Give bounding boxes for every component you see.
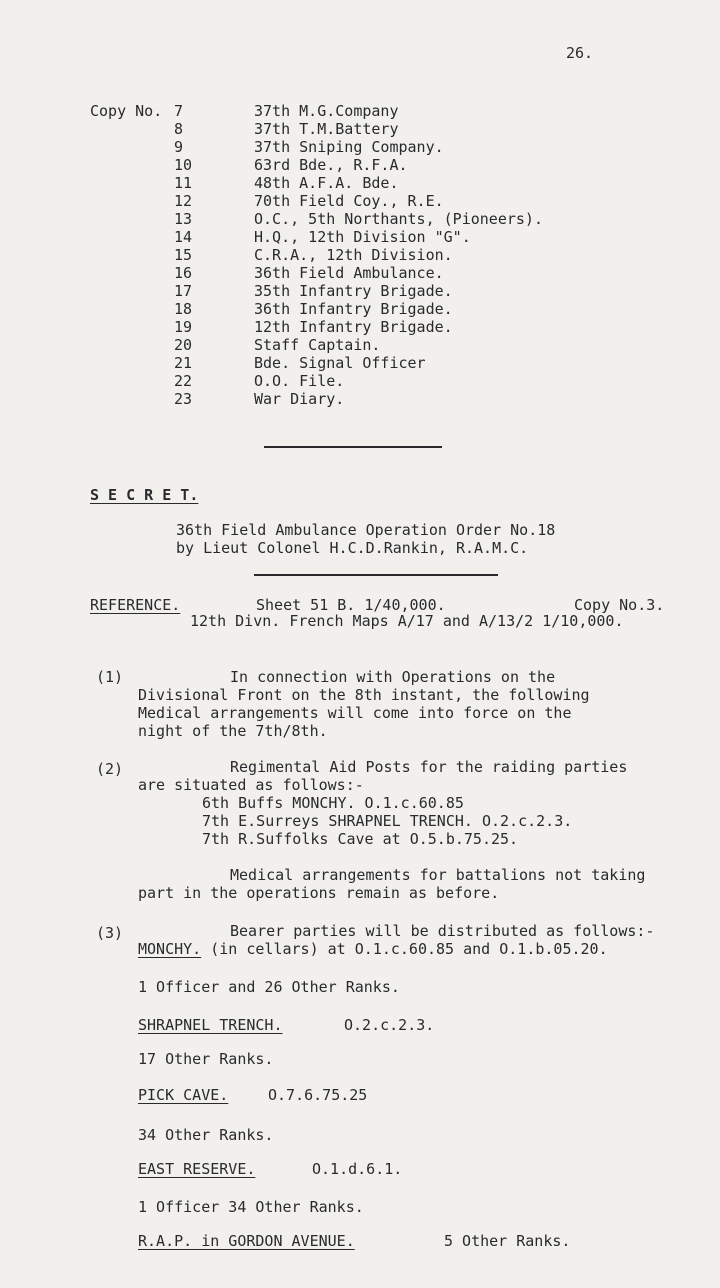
para-2-line: are situated as follows:- [138,776,364,794]
para-1-line: Divisional Front on the 8th instant, the following [138,686,590,704]
order-title-line-1: 36th Field Ambulance Operation Order No.18 [176,521,556,539]
copy-number: 20 [174,336,193,354]
pick-cave-ref: O.7.6.75.25 [268,1086,368,1104]
reference-label: REFERENCE. [90,596,181,614]
shrapnel-ref: O.2.c.2.3. [344,1016,435,1034]
copy-destination: 36th Infantry Brigade. [254,300,453,318]
copy-destination: O.O. File. [254,372,345,390]
copy-row [90,174,543,192]
copy-destination: 63rd Bde., R.F.A. [254,156,408,174]
rap-gordon-avenue-label: R.A.P. in GORDON AVENUE. [138,1232,355,1250]
copy-row [90,156,543,174]
copy-label [90,354,174,372]
copy-destination: 48th A.F.A. Bde. [254,174,399,192]
para-3-intro: Bearer parties will be distributed as follows:- [230,922,655,940]
copy-label [90,282,174,300]
copy-row [90,282,543,300]
para-2-note-line: Medical arrangements for battalions not taking [230,866,646,884]
copy-number: 11 [174,174,193,192]
reference-sheet: Sheet 51 B. 1/40,000. [256,596,446,614]
copy-label [90,318,174,336]
copy-destination: War Diary. [254,390,345,408]
aid-post-line: 7th R.Suffolks Cave at O.5.b.75.25. [202,830,519,848]
monchy-text: (in cellars) at O.1.c.60.85 and O.1.b.05.20. [201,940,608,958]
copy-number: 17 [174,282,193,300]
copy-row [90,228,543,246]
copy-label [90,372,174,390]
copy-label [90,390,174,408]
copy-row [90,372,543,390]
copy-destination: 36th Field Ambulance. [254,264,444,282]
copy-row [90,300,543,318]
copy-row [90,192,543,210]
copy-number: 13 [174,210,193,228]
reference-maps: 12th Divn. French Maps A/17 and A/13/2 1/10,000. [190,612,624,630]
copy-row [90,120,543,138]
para-2-note-line: part in the operations remain as before. [138,884,500,902]
copy-label [90,228,174,246]
pick-cave-ranks: 34 Other Ranks. [138,1126,274,1144]
copy-label [90,192,174,210]
copy-number: 9 [174,138,184,156]
monchy-line [138,940,608,958]
para-1-line: Medical arrangements will come into force on the [138,704,572,722]
copy-row [90,318,543,336]
east-reserve-label: EAST RESERVE. [138,1160,256,1178]
page-number: 26. [566,44,594,62]
east-reserve-ranks: 1 Officer 34 Other Ranks. [138,1198,364,1216]
monchy-ranks: 1 Officer and 26 Other Ranks. [138,978,400,996]
copy-label [90,336,174,354]
pick-cave-label: PICK CAVE. [138,1086,229,1104]
copy-row [90,246,543,264]
copy-destination: 70th Field Coy., R.E. [254,192,444,210]
copy-destination: H.Q., 12th Division "G". [254,228,471,246]
divider-rule [264,446,442,448]
copy-label [90,156,174,174]
copy-row [90,336,543,354]
copy-number: 12 [174,192,193,210]
copy-label [90,174,174,192]
copy-number: 15 [174,246,193,264]
copy-label [90,300,174,318]
copy-row [90,390,543,408]
copy-row [90,210,543,228]
monchy-label: MONCHY. [138,940,202,958]
para-1-line: In connection with Operations on the [230,668,556,686]
shrapnel-label: SHRAPNEL TRENCH. [138,1016,283,1034]
para-1-number: (1) [96,668,124,686]
copy-label [90,138,174,156]
copy-destination: 37th Sniping Company. [254,138,444,156]
copy-label: Copy No. [90,102,163,120]
copy-destination: Staff Captain. [254,336,381,354]
copy-row [90,138,543,156]
copy-destination: 35th Infantry Brigade. [254,282,453,300]
copy-destination: 37th M.G.Company [254,102,399,120]
copy-label [90,120,174,138]
copy-label [90,246,174,264]
east-reserve-ref: O.1.d.6.1. [312,1160,403,1178]
copy-label [90,210,174,228]
aid-post-line: 7th E.Surreys SHRAPNEL TRENCH. O.2.c.2.3. [202,812,573,830]
copy-number: 10 [174,156,193,174]
para-2-number: (2) [96,760,124,778]
rap-gordon-avenue-ranks: 5 Other Ranks. [444,1232,571,1250]
para-1-line: night of the 7th/8th. [138,722,328,740]
copy-destination: Bde. Signal Officer [254,354,426,372]
aid-post-line: 6th Buffs MONCHY. O.1.c.60.85 [202,794,464,812]
copy-number: 19 [174,318,193,336]
copy-number: 21 [174,354,193,372]
copy-number: 18 [174,300,193,318]
copy-destination: 37th T.M.Battery [254,120,399,138]
para-2-line: Regimental Aid Posts for the raiding parties [230,758,628,776]
copy-number: 7 [174,102,184,120]
copy-row [90,354,543,372]
secret-heading: S E C R E T. [90,486,199,504]
copy-number: 8 [174,120,184,138]
copy-destination: O.C., 5th Northants, (Pioneers). [254,210,543,228]
reference-copy: Copy No.3. [574,596,665,614]
copy-destination: 12th Infantry Brigade. [254,318,453,336]
copy-number: 16 [174,264,193,282]
copy-number: 22 [174,372,193,390]
para-3-number: (3) [96,924,124,942]
copy-row [90,102,543,120]
copy-label [90,264,174,282]
order-title-line-2: by Lieut Colonel H.C.D.Rankin, R.A.M.C. [176,539,529,557]
shrapnel-ranks: 17 Other Ranks. [138,1050,274,1068]
copy-number: 23 [174,390,193,408]
copy-destination: C.R.A., 12th Division. [254,246,453,264]
divider-rule [254,574,498,576]
copy-distribution-list [90,102,543,408]
copy-row [90,264,543,282]
copy-number: 14 [174,228,193,246]
